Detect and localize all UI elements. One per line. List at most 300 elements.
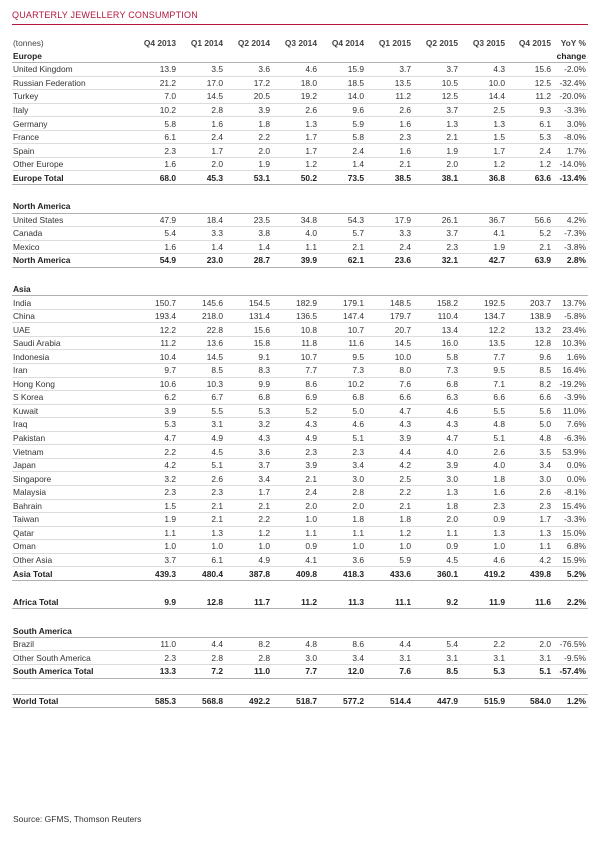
value-cell: 1.2% (553, 694, 588, 708)
value-cell: 63.6 (507, 171, 553, 185)
value-cell: 6.1 (124, 130, 178, 144)
value-cell: 4.8 (460, 418, 507, 432)
value-cell: 2.0 (225, 144, 272, 158)
value-cell: 4.6 (460, 553, 507, 567)
value-cell: 1.4 (319, 157, 366, 171)
spacer (12, 678, 588, 694)
table-row (12, 404, 588, 418)
value-cell: 11.6 (507, 596, 553, 609)
value-cell: 3.7 (413, 63, 460, 77)
value-cell: 4.7 (366, 404, 413, 418)
value-cell: 4.4 (366, 637, 413, 651)
value-cell: 5.5 (178, 404, 225, 418)
value-cell: 3.5 (507, 445, 553, 459)
value-cell: -8.0% (553, 130, 588, 144)
value-cell: 2.8 (319, 485, 366, 499)
value-cell: 3.7 (124, 553, 178, 567)
value-cell: 23.4% (553, 323, 588, 337)
value-cell: 1.1 (319, 526, 366, 540)
row-label: India (12, 296, 124, 310)
value-cell: 13.7% (553, 296, 588, 310)
value-cell: 2.1 (413, 130, 460, 144)
value-cell: 192.5 (460, 296, 507, 310)
value-cell: -9.5% (553, 651, 588, 665)
value-cell: 5.1 (507, 664, 553, 678)
value-cell: 3.7 (413, 103, 460, 117)
value-cell: 5.8 (319, 130, 366, 144)
value-cell: 1.6 (460, 485, 507, 499)
row-label: Mexico (12, 240, 124, 254)
value-cell: 2.4 (507, 144, 553, 158)
value-cell: 12.8 (178, 596, 225, 609)
value-cell: 8.6 (319, 637, 366, 651)
value-cell: 1.8 (319, 513, 366, 527)
value-cell: 17.0 (178, 76, 225, 90)
value-cell: 1.0 (124, 540, 178, 554)
section-heading (12, 200, 588, 213)
spacer-row (12, 678, 588, 694)
value-cell: 492.2 (225, 694, 272, 708)
value-cell: 1.9 (460, 240, 507, 254)
value-cell: 11.6 (319, 336, 366, 350)
value-cell: 6.8% (553, 540, 588, 554)
value-cell: 4.6 (413, 404, 460, 418)
row-label: France (12, 130, 124, 144)
row-label: Vietnam (12, 445, 124, 459)
value-cell: 7.7 (272, 364, 319, 378)
value-cell: 3.7 (366, 63, 413, 77)
value-cell: 2.3 (460, 499, 507, 513)
value-cell: 10.2 (319, 377, 366, 391)
value-cell: 5.3 (124, 418, 178, 432)
value-cell: 14.0 (319, 90, 366, 104)
value-cell: 1.6 (366, 117, 413, 131)
value-cell: 6.2 (124, 391, 178, 405)
row-label: Oman (12, 540, 124, 554)
value-cell: 5.7 (319, 227, 366, 241)
value-cell: 3.0 (272, 651, 319, 665)
value-cell: 1.2 (507, 157, 553, 171)
value-cell: 2.3 (178, 485, 225, 499)
row-label: Indonesia (12, 350, 124, 364)
value-cell: 3.4 (507, 458, 553, 472)
table-row (12, 63, 588, 77)
value-cell: 5.1 (319, 431, 366, 445)
value-cell: 585.3 (124, 694, 178, 708)
value-cell: 3.5 (178, 63, 225, 77)
value-cell: 6.6 (366, 391, 413, 405)
row-label: Brazil (12, 637, 124, 651)
value-cell: 4.3 (413, 418, 460, 432)
row-label: Europe Total (12, 171, 124, 185)
value-cell: -32.4% (553, 76, 588, 90)
value-cell: 3.0% (553, 117, 588, 131)
value-cell: 1.7 (178, 144, 225, 158)
value-cell: 4.6 (272, 63, 319, 77)
value-cell: 1.1 (272, 240, 319, 254)
value-cell: 2.8 (178, 103, 225, 117)
table-row (12, 213, 588, 227)
value-cell: 3.0 (413, 472, 460, 486)
value-cell: 6.8 (225, 391, 272, 405)
value-cell: 2.2 (460, 637, 507, 651)
value-cell: 9.5 (319, 350, 366, 364)
value-cell: 4.2 (366, 458, 413, 472)
value-cell: 1.6 (178, 117, 225, 131)
table-row (12, 157, 588, 171)
value-cell: 2.5 (460, 103, 507, 117)
world-total-row (12, 694, 588, 708)
value-cell: 5.0 (507, 418, 553, 432)
value-cell: 11.0 (225, 664, 272, 678)
value-cell: 38.5 (366, 171, 413, 185)
section-heading (12, 624, 588, 637)
value-cell: 2.6 (366, 103, 413, 117)
value-cell: 1.9 (124, 513, 178, 527)
value-cell: 7.6 (366, 377, 413, 391)
value-cell: 18.5 (319, 76, 366, 90)
value-cell: 439.8 (507, 567, 553, 581)
jewellery-consumption-table (12, 37, 588, 708)
value-cell: 6.8 (319, 391, 366, 405)
value-cell: 3.9 (366, 431, 413, 445)
row-label: Qatar (12, 526, 124, 540)
value-cell: 9.1 (225, 350, 272, 364)
value-cell: 1.3 (460, 526, 507, 540)
row-label: Hong Kong (12, 377, 124, 391)
value-cell: 193.4 (124, 309, 178, 323)
value-cell: 12.2 (460, 323, 507, 337)
value-cell: 3.1 (460, 651, 507, 665)
value-cell: 1.7 (225, 485, 272, 499)
value-cell: 2.1 (507, 240, 553, 254)
value-cell: 7.1 (460, 377, 507, 391)
value-cell: 2.8 (225, 651, 272, 665)
value-cell: 3.6 (225, 63, 272, 77)
value-cell: 4.3 (272, 418, 319, 432)
spacer-row (12, 185, 588, 201)
table-row (12, 296, 588, 310)
value-cell: 13.3 (124, 664, 178, 678)
value-cell: 2.0 (272, 499, 319, 513)
value-cell: 53.1 (225, 171, 272, 185)
value-cell: 11.3 (319, 596, 366, 609)
value-cell: 518.7 (272, 694, 319, 708)
value-cell: 1.1 (272, 526, 319, 540)
value-cell: -14.0% (553, 157, 588, 171)
value-cell: 8.2 (507, 377, 553, 391)
value-cell: 203.7 (507, 296, 553, 310)
value-cell: 5.2 (272, 404, 319, 418)
table-row (12, 377, 588, 391)
value-cell: 1.5 (460, 130, 507, 144)
value-cell: 138.9 (507, 309, 553, 323)
value-cell: 32.1 (413, 254, 460, 268)
value-cell: 47.9 (124, 213, 178, 227)
value-cell: 22.8 (178, 323, 225, 337)
value-cell: 1.3 (413, 485, 460, 499)
value-cell: 1.0 (460, 540, 507, 554)
value-cell: 1.4 (225, 240, 272, 254)
value-cell: 8.5 (413, 664, 460, 678)
value-cell: 1.6 (124, 240, 178, 254)
value-cell: 3.2 (225, 418, 272, 432)
value-cell: 11.0% (553, 404, 588, 418)
value-cell: 5.2% (553, 567, 588, 581)
value-cell: 15.9 (319, 63, 366, 77)
value-cell: -3.3% (553, 513, 588, 527)
value-cell: 2.8 (178, 651, 225, 665)
value-cell: 1.7 (460, 144, 507, 158)
value-cell: 34.8 (272, 213, 319, 227)
row-label: Malaysia (12, 485, 124, 499)
value-cell: 12.2 (124, 323, 178, 337)
table-row (12, 445, 588, 459)
value-cell: 3.1 (413, 651, 460, 665)
spacer (12, 580, 588, 596)
value-cell: 11.2 (272, 596, 319, 609)
value-cell: 20.7 (366, 323, 413, 337)
row-label: Other Asia (12, 553, 124, 567)
value-cell: 584.0 (507, 694, 553, 708)
value-cell: 12.0 (319, 664, 366, 678)
value-cell: 4.3 (460, 63, 507, 77)
value-cell: 14.5 (178, 350, 225, 364)
value-cell: 6.6 (460, 391, 507, 405)
section-total-row (12, 171, 588, 185)
row-label: Kuwait (12, 404, 124, 418)
value-cell: 3.9 (413, 458, 460, 472)
value-cell: 10.7 (272, 350, 319, 364)
value-cell: 2.1 (272, 472, 319, 486)
value-cell: -7.3% (553, 227, 588, 241)
value-cell: 11.1 (366, 596, 413, 609)
value-cell: 4.9 (272, 431, 319, 445)
column-header: Q1 2014 (190, 38, 223, 49)
table-title: QUARTERLY JEWELLERY CONSUMPTION (12, 10, 198, 20)
value-cell: 2.0 (178, 157, 225, 171)
table-row (12, 418, 588, 432)
value-cell: 2.0 (413, 157, 460, 171)
section-name: Asia (12, 283, 588, 296)
value-cell: 4.2 (124, 458, 178, 472)
value-cell: 12.5 (507, 76, 553, 90)
value-cell: 12.5 (413, 90, 460, 104)
value-cell: 2.3 (124, 144, 178, 158)
value-cell: 3.4 (319, 651, 366, 665)
value-cell: 2.4 (272, 485, 319, 499)
value-cell: 4.1 (272, 553, 319, 567)
value-cell: 10.3 (178, 377, 225, 391)
table-row (12, 227, 588, 241)
value-cell: 6.1 (178, 553, 225, 567)
value-cell: 42.7 (460, 254, 507, 268)
value-cell: 8.5 (507, 364, 553, 378)
value-cell: 15.6 (225, 323, 272, 337)
value-cell: 7.3 (413, 364, 460, 378)
value-cell: 8.0 (366, 364, 413, 378)
value-cell: -3.8% (553, 240, 588, 254)
table-row (12, 76, 588, 90)
value-cell: 5.5 (460, 404, 507, 418)
value-cell: 4.6 (319, 418, 366, 432)
value-cell: 2.2 (124, 445, 178, 459)
value-cell: 7.6 (366, 664, 413, 678)
value-cell: 0.9 (413, 540, 460, 554)
spacer (12, 267, 588, 283)
value-cell: 50.2 (272, 171, 319, 185)
value-cell: 3.3 (178, 227, 225, 241)
value-cell: 11.9 (460, 596, 507, 609)
row-label: Italy (12, 103, 124, 117)
value-cell: 3.9 (272, 458, 319, 472)
value-cell: 2.2 (225, 130, 272, 144)
value-cell: 9.9 (124, 596, 178, 609)
section-total-row (12, 596, 588, 609)
value-cell: 5.8 (124, 117, 178, 131)
row-label: Russian Federation (12, 76, 124, 90)
value-cell: 20.5 (225, 90, 272, 104)
value-cell: 7.6% (553, 418, 588, 432)
value-cell: -6.3% (553, 431, 588, 445)
section-name: North America (12, 200, 588, 213)
value-cell: 1.7 (507, 513, 553, 527)
value-cell: 54.9 (124, 254, 178, 268)
table-row (12, 526, 588, 540)
value-cell: 14.5 (178, 90, 225, 104)
value-cell: 136.5 (272, 309, 319, 323)
column-header: Q4 2013 (143, 38, 176, 49)
value-cell: 2.4 (178, 130, 225, 144)
value-cell: 4.0 (272, 227, 319, 241)
value-cell: 45.3 (178, 171, 225, 185)
value-cell: 433.6 (366, 567, 413, 581)
row-label: Taiwan (12, 513, 124, 527)
row-label: China (12, 309, 124, 323)
value-cell: 4.7 (413, 431, 460, 445)
spacer-row (12, 609, 588, 625)
table-row (12, 485, 588, 499)
row-label: S Korea (12, 391, 124, 405)
value-cell: 4.4 (178, 637, 225, 651)
section-heading (12, 50, 588, 63)
value-cell: 1.2 (272, 157, 319, 171)
value-cell: 13.5 (460, 336, 507, 350)
row-label: Canada (12, 227, 124, 241)
value-cell: 2.8% (553, 254, 588, 268)
value-cell: 73.5 (319, 171, 366, 185)
value-cell: 3.6 (319, 553, 366, 567)
value-cell: 1.8 (413, 499, 460, 513)
value-cell: 6.1 (507, 117, 553, 131)
value-cell: 158.2 (413, 296, 460, 310)
value-cell: 5.4 (413, 637, 460, 651)
value-cell: 16.4% (553, 364, 588, 378)
value-cell: 2.2 (225, 513, 272, 527)
value-cell: 4.0 (460, 458, 507, 472)
table-row (12, 553, 588, 567)
table-row (12, 130, 588, 144)
value-cell: 3.8 (225, 227, 272, 241)
value-cell: 4.7 (124, 431, 178, 445)
row-label: World Total (12, 694, 124, 708)
value-cell: 5.3 (460, 664, 507, 678)
column-header: Q2 2015 (425, 38, 458, 49)
value-cell: 1.3 (507, 526, 553, 540)
value-cell: 387.8 (225, 567, 272, 581)
value-cell: 3.0 (507, 472, 553, 486)
value-cell: 13.2 (507, 323, 553, 337)
value-cell: 8.5 (178, 364, 225, 378)
value-cell: 1.1 (507, 540, 553, 554)
value-cell: 218.0 (178, 309, 225, 323)
table-row (12, 117, 588, 131)
value-cell: 5.1 (460, 431, 507, 445)
value-cell: 182.9 (272, 296, 319, 310)
row-label: Spain (12, 144, 124, 158)
value-cell: 1.0 (178, 540, 225, 554)
value-cell: 447.9 (413, 694, 460, 708)
value-cell: 2.6 (460, 445, 507, 459)
value-cell: 515.9 (460, 694, 507, 708)
value-cell: 2.2 (366, 485, 413, 499)
value-cell: 0.9 (272, 540, 319, 554)
value-cell: 4.3 (225, 431, 272, 445)
value-cell: 1.5 (124, 499, 178, 513)
value-cell: 1.7 (272, 144, 319, 158)
value-cell: 13.4 (413, 323, 460, 337)
value-cell: 6.7 (178, 391, 225, 405)
value-cell: 6.8 (413, 377, 460, 391)
value-cell: 5.9 (319, 117, 366, 131)
value-cell: 3.3 (366, 227, 413, 241)
value-cell: 38.1 (413, 171, 460, 185)
value-cell: -76.5% (553, 637, 588, 651)
table-row (12, 431, 588, 445)
value-cell: 4.3 (366, 418, 413, 432)
value-cell: 5.0 (319, 404, 366, 418)
row-label: United States (12, 213, 124, 227)
spacer (12, 609, 588, 625)
section-total-row (12, 567, 588, 581)
column-header: YoY % (560, 38, 586, 49)
value-cell: 439.3 (124, 567, 178, 581)
value-cell: 10.0 (460, 76, 507, 90)
value-cell: 7.3 (319, 364, 366, 378)
value-cell: 150.7 (124, 296, 178, 310)
section-name: South America (12, 624, 588, 637)
value-cell: 7.7 (272, 664, 319, 678)
row-label: Pakistan (12, 431, 124, 445)
value-cell: -13.4% (553, 171, 588, 185)
value-cell: 6.3 (413, 391, 460, 405)
value-cell: 2.1 (366, 157, 413, 171)
value-cell: 2.3 (319, 445, 366, 459)
section-total-row (12, 254, 588, 268)
yoy-subheader: change (553, 50, 588, 63)
value-cell: 18.4 (178, 213, 225, 227)
source-note: Source: GFMS, Thomson Reuters (13, 814, 142, 824)
value-cell: 1.2 (460, 157, 507, 171)
value-cell: 7.7 (460, 350, 507, 364)
row-label: Other Europe (12, 157, 124, 171)
value-cell: 145.6 (178, 296, 225, 310)
value-cell: 15.6 (507, 63, 553, 77)
row-label: North America (12, 254, 124, 268)
spacer-row (12, 580, 588, 596)
value-cell: 4.0 (413, 445, 460, 459)
row-label: Singapore (12, 472, 124, 486)
